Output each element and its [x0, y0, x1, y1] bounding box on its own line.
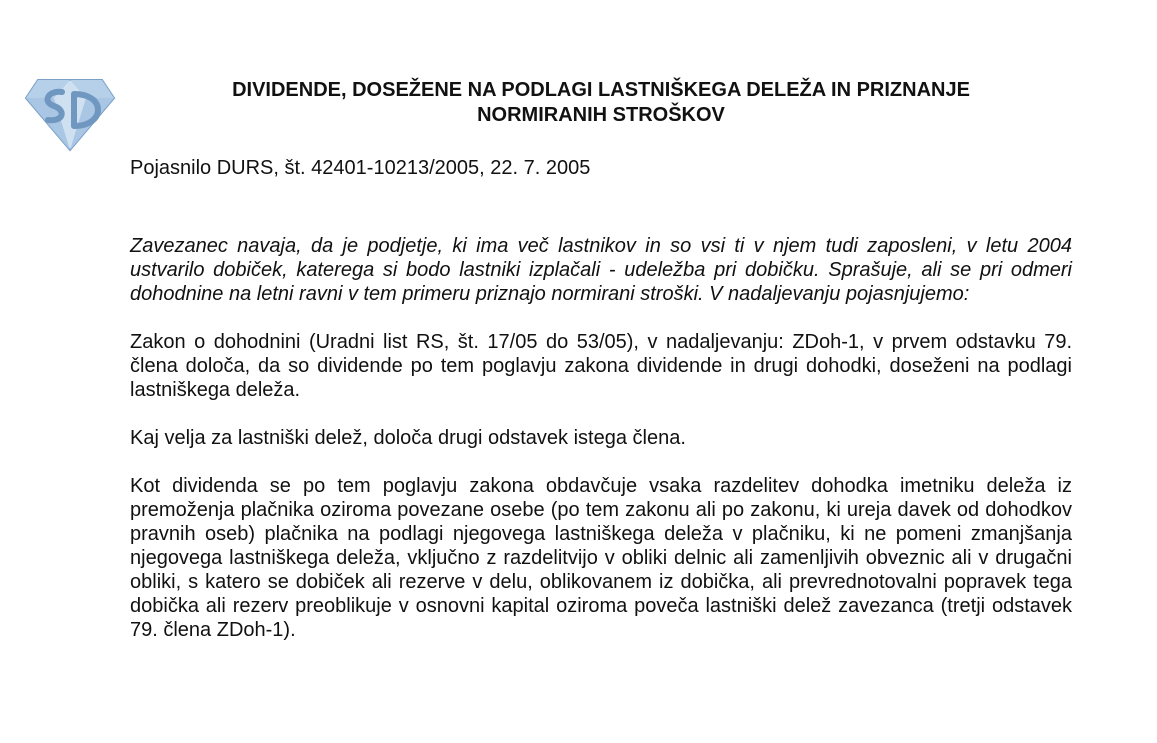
document-body — [130, 234, 1072, 666]
document-title — [130, 78, 1072, 128]
sd-logo-icon — [24, 72, 116, 152]
title-line-1: DIVIDENDE, DOSEŽENE NA PODLAGI LASTNIŠKEGA DELEŽA IN PRIZNANJE — [232, 79, 970, 101]
title-line-2: NORMIRANIH STROŠKOV — [477, 104, 725, 126]
paragraph-intro: Zavezanec navaja, da je podjetje, ki ima več lastnikov in so vsi ti v njem tudi zaposleni, v letu 2004 ustvarilo dobiček, katerega si bodo lastniki izplačali - udeležba pri dobičku. Sprašuje, ali se pri odmeri dohodnine na letni ravni v tem primeru priznajo normirani stroški. V nadaljevanju pojasnjujemo: — [130, 235, 1072, 305]
paragraph-law: Zakon o dohodnini (Uradni list RS, št. 17/05 do 53/05), v nadaljevanju: ZDoh-1, v prvem odstavku 79. člena določa, da so dividende po tem poglavju zakona dividende in drugi dohodki, doseženi na podlagi lastniškega deleža. — [130, 331, 1072, 401]
diamond-logo-graphic — [24, 72, 116, 152]
paragraph-definition: Kaj velja za lastniški delež, določa drugi odstavek istega člena. — [130, 427, 686, 449]
document-reference: Pojasnilo DURS, št. 42401-10213/2005, 22. 7. 2005 — [130, 157, 591, 179]
paragraph-dividend: Kot dividenda se po tem poglavju zakona obdavčuje vsaka razdelitev dohodka imetniku deleža iz premoženja plačnika oziroma povezane osebe (po tem zakonu ali po zakonu, ki ureja davek od dohodkov pravnih oseb) plačnika na podlagi njegovega lastniškega deleža v plačniku, ki ne pomeni zmanjšanja njegovega lastniškega deleža, vključno z razdelitvijo v obliki delnic ali zamenljivih obveznic ali v drugačni obliki, s katero se dobiček ali rezerve v delu, oblikovanem iz dobička, ali prevrednotovalni popravek tega dobička ali rezerv preoblikuje v osnovni kapital oziroma poveča lastniški delež zavezanca (tretji odstavek 79. člena ZDoh-1). — [130, 475, 1072, 641]
